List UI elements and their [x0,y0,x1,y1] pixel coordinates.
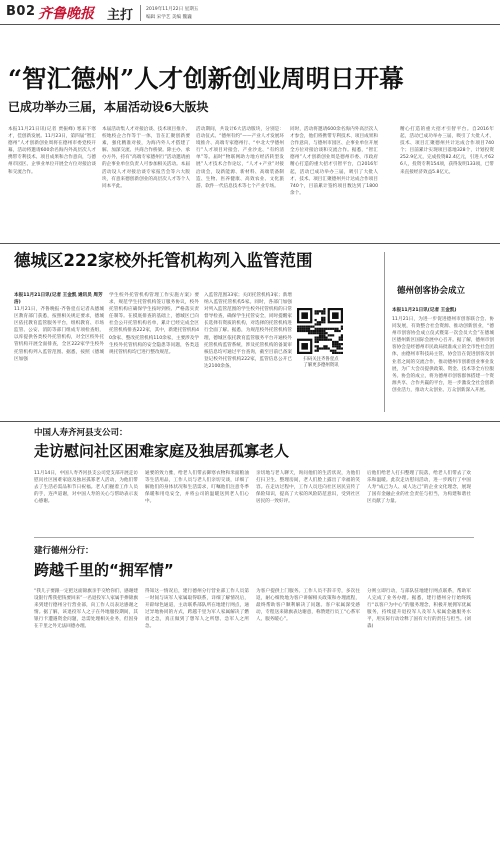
article2-headline: 德城区222家校外托管机构列入监管范围 [14,251,313,270]
article3-column-1: 11月14日，中国人寿齐河县支公司党支部开展走访慰问社区困难家庭及独居孤寡老人活动，为他们带去了生活必需品和节日祝福。老人们握着工作人员的手，连声道谢，对中国人寿的关心与帮助表示衷心感谢。 [34,471,138,505]
page-number: B02 [6,4,36,19]
article4-column-3: 为客户提供上门服务。工作人员不辞辛劳，多次往返，耐心细致地为客户讲解相关政策和办理流程，最终帮助客户顺利解决了问题。客户家属深受感动，专程送来锦旗表达谢意，称赞建行员工“心系军人、服务暖心”。 [256,589,360,623]
lead-column-5: 精心打造的重大招才引智平台。自2016年起，活动已成功举办三届，吸引了大批人才、技术、项目汇聚德州共计达成合作项目740个；目前累计实现项目落地328个，计划投资252.9亿元，完成投资82.4亿元，引进人才626人，投资专利154项，获得发明133项，已带来直接经济效益5.8亿元。 [400,127,494,175]
article2-column-2: 学生校外托管机构管理工作实施方案》要求，规范学生托管机构签订服务协议，校外托管机构应确保学生按时到校、严格落实责任制等。在摸底排查的基础上，德城区已向社会公开托管机构名单，累计已经完成全区托管机构排查222家，其中，新建托管机构40余家、整改托管机构110余家，主要涉及学生校外托管机构的安全隐患等问题，各类违规托管机构均已进行整改规范。 [109,293,199,355]
lead-column-1: 本报11月21日讯(记者 贾振峰) 寒来下寒才，佳创新发展。11月23日，第四届“智汇德州”人才创新创业周将在德州市委党校开幕，活动将邀请600余名海内外高层次人才携带专利技术、项目成果和合作意向，与德州市园区、企事业单位开展全方位对接洽谈和交流合作。 [8,127,96,175]
article3-column-3: 亲切地与老人聊天，询问他们的生活状况，为他们打扫卫生、整理房间，老人们脸上露出了幸福的笑容。在走访过程中，工作人员还向社区居民宣传了保险知识，提高了大家的风险防范意识，受到社区居民的一致好评。 [256,471,360,505]
qr-code[interactable] [297,308,343,354]
article4-column-2: 得知这一情况后，建行德州分行营业部工作人员第一时间与该军人家属取得联系，详细了解情况后，开辟绿色通道，主动联系部队所在地建行网点，通过异地协同的方式，跨越千里为军人家属解决了燃眉之急，真正做到了想军人之所想、急军人之所急。 [145,589,249,630]
article2-column-3: 入监管范围33家；关闭托管机构3家；新增纳入监管托管机构5家。同时，各部门加强对列入监管范围的学生校外托管机构的日常督导检查，确保学生托管安全，同时提醒家长选择有资质的机构，对选择的托管机构进行全面了解。据悉，为规范校外托管机构管理，德城区依托教育监管服务平台开通校外托管机构监管系统，涉及托管机构的备案审核信息均可通过平台查询，截至目前已备案登记校外托管机构222家，监管信息公开已达2100余条。 [204,293,292,369]
article3-column-4: 后他们给老人打扫整理了院落，给老人们带去了欢乐和温暖。此次走访慰问活动，进一步践行了中国人寿“成己为人、成人达己”的企业文化理念，展现了国有金融企业的社会责任与担当，为构建和谐社区贡献了力量。 [367,471,471,505]
sidebar-body: 11月21日，为进一步促进德州市创客联合会、协同发展，有效整合社会资源、推动创新创业，“德州市创客协会成立仪式暨第一次会员大会”在德城区德州新区国际会展中心召开。据了解，德州市创客协会是经德州市民政局批准成立的全市性社会团体，由德州市科技局主管，协会旨在促进创客及创业者之间的交流合作，推动德州市创新创业事业发展，为广大会员提供政策、资金、技术等全方位服务。协会的成立，将为德州市创客群体搭建一个资源共享、合作共赢的平台，进一步激发全社会创新创业活力，推动大众创业、万众创新深入开展。 [392,317,494,393]
article4-kicker: 建行德州分行： [34,546,94,556]
article4-headline: 跨越千里的“拥军情” [34,561,174,579]
article4-column-1: “我儿子要跟一定把这面锦旗亲手交给你们，感谢建设银行帮我把钱要回来”一名退役军人家属手捧锦旗来到建行德州分行营业部，向工作人员表达感谢之情。据了解，该退役军人之子在外地服役期间，其银行卡遭遇资金问题，急需处理相关业务，但因身在千里之外无法回德办理。 [34,589,138,630]
lead-bottom-rule [0,243,500,244]
sidebar-byline: 本报11月21日讯(记者 王金凯) [392,308,457,313]
issue-date: 2019年11月22日 星期五 [146,7,199,12]
sidebar-title: 德州创客协会成立 [397,286,466,296]
lead-column-3: 活动期间，共设计6大活动版块，分别是：启动仪式、“德州有约”——产业人才发展环境推介、高端专家德州行、“中北大学德州行”人才项目对接会、产业沙龙、“有约清单”等。届时“物联网助力地方经济转型发展”人才技术合作论坛，“人才+产业”对接洽谈会，设新能源、新材料、高端装备制造、生物、医养健康、高效农业、文化旅游、软件一代信息技术等七个产业专场。 [196,127,284,189]
lead-column-2: 本届活动集人才对接洽谈、技术项目推介、校地校企合作等于一体，旨在汇聚创新要素，强化精准对接，为海内外人才搭建了解、加深交流、共商合作桥梁。除主办、承办方外，持有“高端专家德州行”活动邀请函的企事业单位负责人可参加相关活动。本届活动设人才对接洽谈专家报告会等六大版块，有意来德创新创业的高层次人才等个人同本平此。 [102,127,190,189]
article3-bottom-rule [34,537,474,538]
article3-column-2: 通要的致力雅，给老人们带去御寒衣物和米面粮油等生活用品，工作人员与老人们亲切交谈，详细了解他们的身体状况和生活需求，叮嘱他们注意冬季保暖和用电安全，并将公司的温暖送到老人们心中。 [145,471,249,505]
newspaper-logo: 齐鲁晚报 [38,6,94,22]
header-divider [140,5,141,21]
lead-subheadline: 已成功举办三届，本届活动设6大版块 [8,100,209,114]
lead-column-4: 同时，活动将邀请600余名海内外高层次人才参会，他们将携带专利技术、项目成果和合作意向，与德州市园区、企事业单位开展全方位对接洽谈和交流合作。据悉，“智汇德州”人才创新创业周是德州市委、市政府精心打造的重大招才引智平台，自2016年起，活动已成功举办三届，吸引了大批人才、技术、项目汇聚德州共计达成合作项目740个，目前累计签约项目数达到了1800余个。 [290,127,378,196]
article2-bottom-rule [0,421,500,422]
article2-column-1: 11月21日，齐鲁晚报·齐鲁壹点记者从德城区教育部门获悉，按照相关规定要求，德城区依托教育监管服务平台，组织教育、市场监管、公安、消防等部门组成专项检查组，以库提供各类校外托管机构，对全区校外托管机构开展全面排查，全区222家学生校外托管机构列入监管范围。据悉，按照《德城区加强 [14,307,104,362]
article3-kicker: 中国人寿齐河县支公司： [34,428,128,438]
qr-caption: 扫码关注齐鲁壹点 了解更多德州资讯 [303,357,339,368]
article4-column-4: 分则立即行动，与部队驻地建行网点联系，帮助军人完成了业务办理。据悉，建行德州分行始终践行“以客户为中心”的服务理念，积极开展拥军优属服务，持续提升退役军人及军人家属金融服务水平，用实际行动诠释了国有大行的责任与担当。(刘淼) [367,589,471,630]
lead-headline: “智汇德州”人才创新创业周明日开幕 [8,64,404,93]
article3-headline: 走访慰问社区困难家庭及独居孤寡老人 [34,442,290,460]
header-rule [0,24,500,25]
editor-credits: 编辑 宋学艺 美编 魏巍 [146,15,192,20]
article2-byline: 本报11月21日讯(记者 王金凯 通讯员 周芳洁) [14,293,103,305]
section-name: 主打 [107,8,134,23]
sidebar-divider [384,252,385,412]
